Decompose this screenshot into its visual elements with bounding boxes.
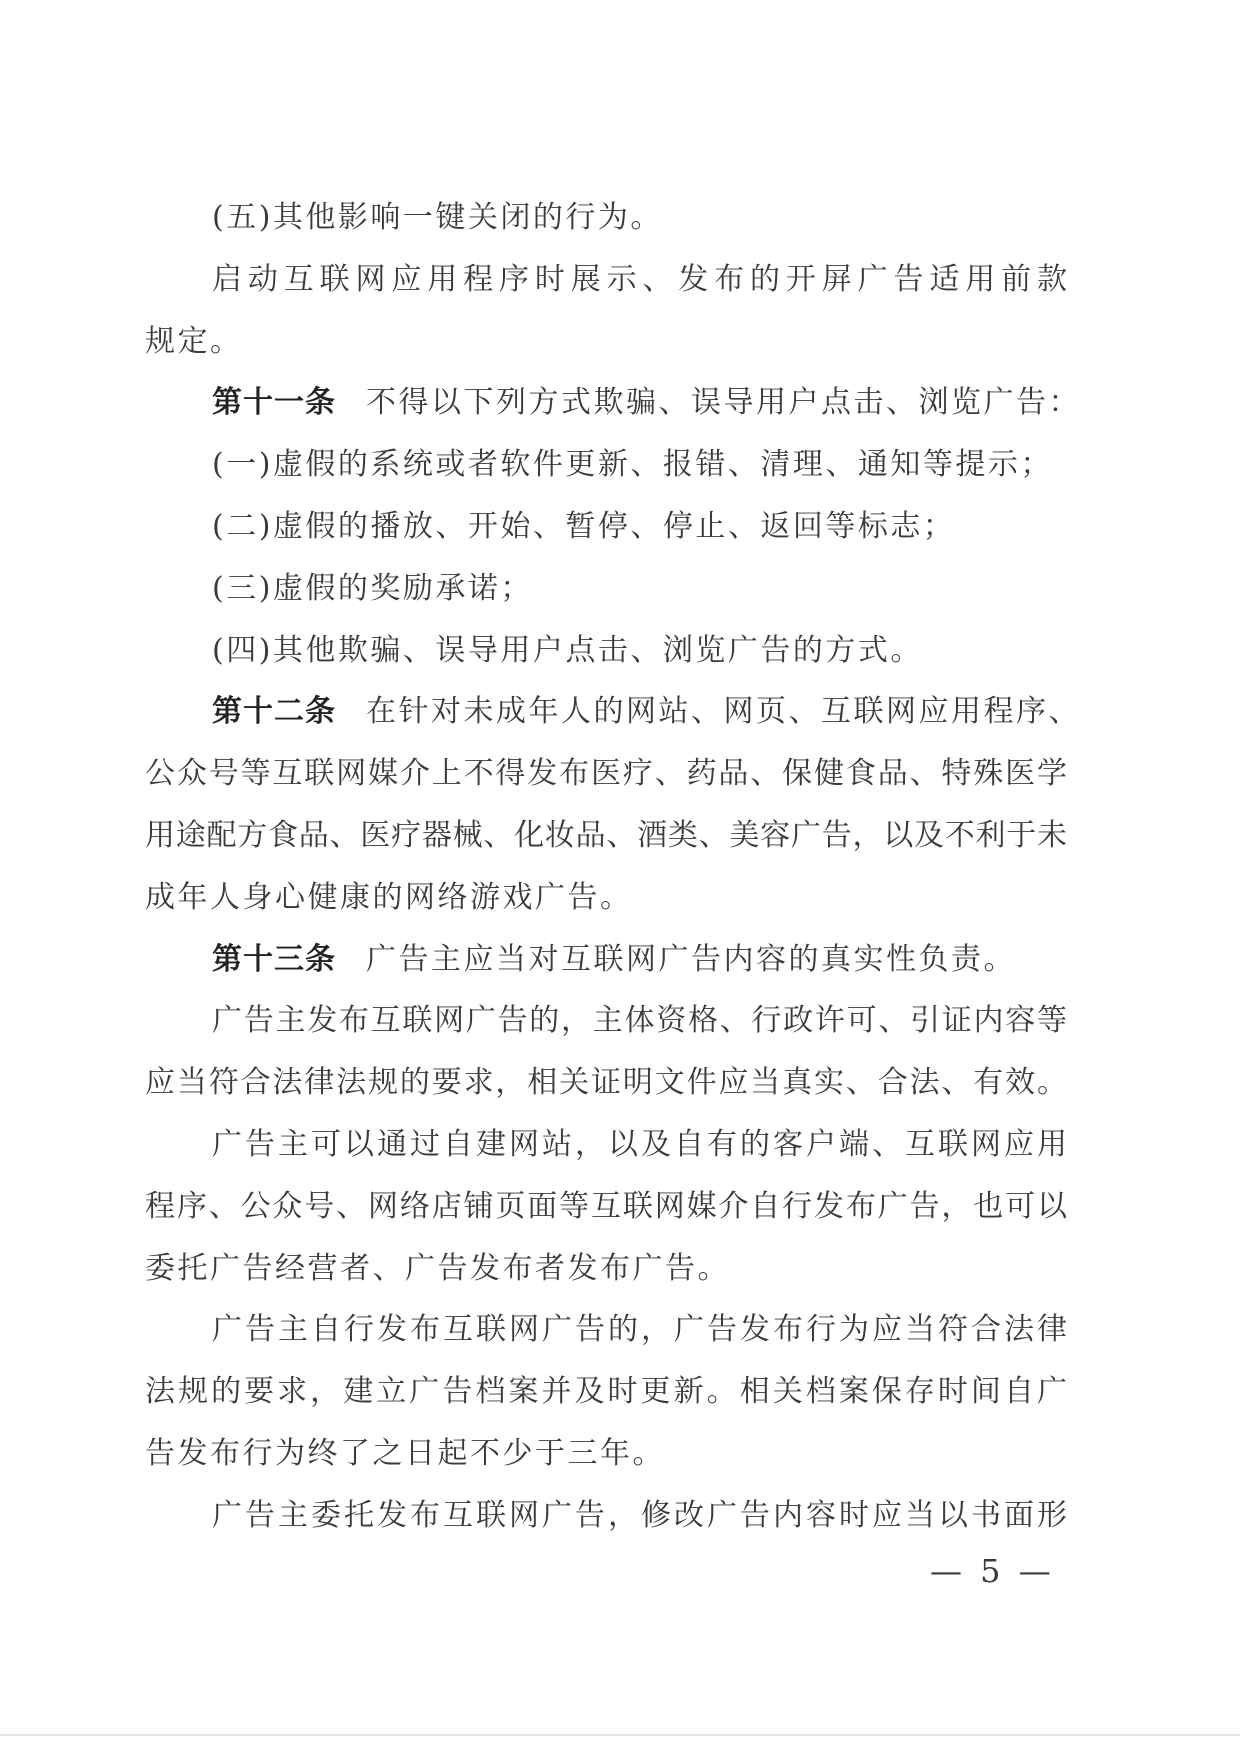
article-12 (145, 681, 1081, 743)
text-line: 委托广告经营者、广告发布者发布广告。 (145, 1250, 730, 1286)
text-line: 广告主自行发布互联网广告的，广告发布行为应当符合法律 (212, 1312, 1067, 1348)
text-line: 在针对未成年人的网站、网页、互联网应用程序、 (366, 694, 1081, 730)
text-line: 应当符合法律法规的要求，相关证明文件应当真实、合法、有效。 (145, 1065, 1067, 1101)
article-label: 第十一条 (212, 385, 336, 421)
text-line: 告发布行为终了之日起不少于三年。 (145, 1435, 665, 1471)
text-line: 不得以下列方式欺骗、误导用户点击、浏览广告： (366, 385, 1081, 421)
text-line: 启动互联网应用程序时展示、发布的开屏广告适用前款 (212, 261, 1067, 297)
document-body (145, 187, 1081, 1547)
text-line: 程序、公众号、网络店铺页面等互联网媒介自行发布广告，也可以 (145, 1188, 1067, 1224)
page-number: — 5 — (930, 1552, 1055, 1590)
page-edge-divider (0, 1734, 1240, 1736)
article-11 (145, 372, 1081, 434)
text-line: 广告主应当对互联网广告内容的真实性负责。 (366, 941, 1016, 977)
text-line: 公众号等互联网媒介上不得发布医疗、药品、保健食品、特殊医学 (145, 756, 1067, 792)
text-line: (二)虚假的播放、开始、暂停、停止、返回等标志； (212, 508, 956, 544)
text-line: (四)其他欺骗、误导用户点击、浏览广告的方式。 (212, 632, 923, 668)
text-line: 成年人身心健康的网络游戏广告。 (145, 879, 633, 915)
text-line: 广告主发布互联网广告的，主体资格、行政许可、引证内容等 (212, 1003, 1067, 1039)
article-label: 第十二条 (212, 694, 336, 730)
article-13 (145, 929, 1067, 991)
text-line: (三)虚假的奖励承诺； (212, 570, 533, 606)
text-line: 用途配方食品、医疗器械、化妆品、酒类、美容广告，以及不利于未 (145, 817, 1067, 853)
text-line: 广告主可以通过自建网站，以及自有的客户端、互联网应用 (212, 1126, 1067, 1162)
article-label: 第十三条 (212, 941, 336, 977)
text-line: 法规的要求，建立广告档案并及时更新。相关档案保存时间自广 (145, 1374, 1067, 1410)
text-line: (一)虚假的系统或者软件更新、报错、清理、通知等提示； (212, 447, 1053, 483)
text-line: 广告主委托发布互联网广告，修改广告内容时应当以书面形 (212, 1497, 1067, 1533)
text-line: 规定。 (145, 323, 243, 359)
text-line: (五)其他影响一键关闭的行为。 (212, 200, 663, 235)
